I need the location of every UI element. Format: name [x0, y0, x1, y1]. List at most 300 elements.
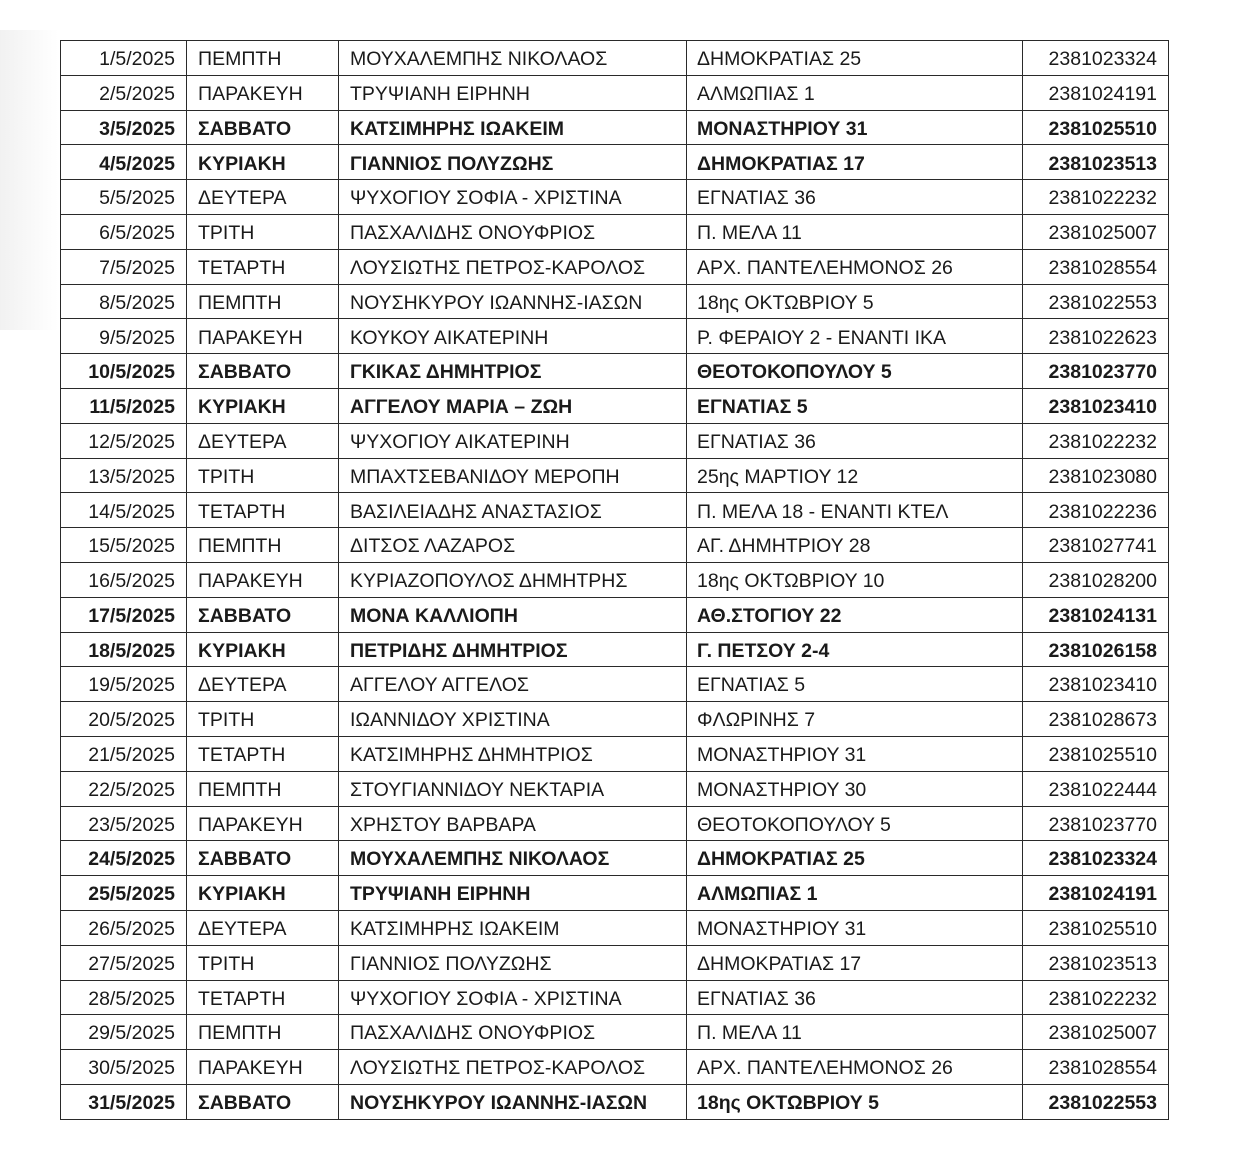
- pharmacist-name-cell-text: ΤΡΥΨΙΑΝΗ ΕΙΡΗΝΗ: [350, 883, 531, 906]
- address-cell: [687, 214, 1023, 249]
- date-cell: [61, 597, 187, 632]
- phone-cell-text: 2381023324: [1048, 48, 1157, 71]
- weekday-cell: [187, 806, 339, 841]
- address-cell: [687, 493, 1023, 528]
- weekday-cell: [187, 458, 339, 493]
- table-row: [61, 354, 1169, 389]
- pharmacist-name-cell: [339, 702, 687, 737]
- date-cell: [61, 354, 187, 389]
- weekday-cell-text: ΤΕΤΑΡΤΗ: [198, 500, 286, 523]
- address-cell: [687, 910, 1023, 945]
- address-cell: [687, 597, 1023, 632]
- pharmacist-name-cell-text: ΚΥΡΙΑΖΟΠΟΥΛΟΣ ΔΗΜΗΤΡΗΣ: [350, 570, 628, 593]
- pharmacist-name-cell: [339, 284, 687, 319]
- pharmacist-name-cell: [339, 632, 687, 667]
- weekday-cell: [187, 736, 339, 771]
- date-cell: [61, 319, 187, 354]
- address-cell-text: 25ης ΜΑΡΤΙΟΥ 12: [697, 465, 859, 488]
- address-cell: [687, 423, 1023, 458]
- weekday-cell-text: ΤΕΤΑΡΤΗ: [198, 987, 286, 1010]
- address-cell-text: 18ης ΟΚΤΩΒΡΙΟΥ 5: [697, 291, 874, 314]
- phone-cell: [1023, 667, 1169, 702]
- address-cell: [687, 145, 1023, 180]
- phone-cell-text: 2381025510: [1048, 117, 1157, 140]
- address-cell-text: Ρ. ΦΕΡΑΙΟΥ 2 - ΕΝΑΝΤΙ ΙΚΑ: [697, 326, 947, 349]
- weekday-cell-text: ΤΕΤΑΡΤΗ: [198, 744, 286, 767]
- table-row: [61, 980, 1169, 1015]
- pharmacist-name-cell-text: ΒΑΣΙΛΕΙΑΔΗΣ ΑΝΑΣΤΑΣΙΟΣ: [350, 500, 602, 523]
- pharmacist-name-cell: [339, 562, 687, 597]
- phone-cell: [1023, 214, 1169, 249]
- phone-cell-text: 2381022623: [1048, 326, 1157, 349]
- table-row: [61, 423, 1169, 458]
- pharmacist-name-cell-text: ΑΓΓΕΛΟΥ ΜΑΡΙΑ – ΖΩΗ: [350, 396, 573, 419]
- address-cell-text: ΘΕΟΤΟΚΟΠΟΥΛΟΥ 5: [697, 813, 891, 836]
- date-cell: [61, 632, 187, 667]
- address-cell: [687, 876, 1023, 911]
- date-cell-text: 19/5/2025: [88, 674, 175, 697]
- phone-cell-text: 2381023410: [1048, 396, 1157, 419]
- weekday-cell: [187, 771, 339, 806]
- date-cell: [61, 736, 187, 771]
- date-cell: [61, 876, 187, 911]
- date-cell-text: 6/5/2025: [99, 222, 175, 245]
- table-row: [61, 702, 1169, 737]
- phone-cell: [1023, 423, 1169, 458]
- pharmacist-name-cell-text: ΜΠΑΧΤΣΕΒΑΝΙΔΟΥ ΜΕΡΟΠΗ: [350, 465, 620, 488]
- address-cell-text: Π. ΜΕΛΑ 11: [697, 1022, 802, 1045]
- pharmacist-name-cell: [339, 528, 687, 563]
- pharmacist-name-cell: [339, 388, 687, 423]
- address-cell: [687, 354, 1023, 389]
- pharmacist-name-cell-text: ΔΙΤΣΟΣ ΛΑΖΑΡΟΣ: [350, 535, 516, 558]
- phone-cell: [1023, 980, 1169, 1015]
- date-cell-text: 13/5/2025: [88, 465, 175, 488]
- phone-cell-text: 2381028554: [1048, 1057, 1157, 1080]
- pharmacist-name-cell-text: ΛΟΥΣΙΩΤΗΣ ΠΕΤΡΟΣ-ΚΑΡΟΛΟΣ: [350, 256, 646, 279]
- weekday-cell: [187, 75, 339, 110]
- table-row: [61, 75, 1169, 110]
- phone-cell-text: 2381023770: [1048, 813, 1157, 836]
- phone-cell: [1023, 180, 1169, 215]
- pharmacist-name-cell: [339, 771, 687, 806]
- date-cell: [61, 249, 187, 284]
- address-cell-text: Γ. ΠΕΤΣΟΥ 2-4: [697, 639, 830, 662]
- date-cell: [61, 41, 187, 76]
- table-row: [61, 180, 1169, 215]
- address-cell-text: ΘΕΟΤΟΚΟΠΟΥΛΟΥ 5: [697, 361, 892, 384]
- table-row: [61, 876, 1169, 911]
- table-row: [61, 284, 1169, 319]
- table-row: [61, 841, 1169, 876]
- address-cell: [687, 806, 1023, 841]
- pharmacist-name-cell: [339, 354, 687, 389]
- phone-cell-text: 2381028673: [1048, 709, 1157, 732]
- table-row: [61, 319, 1169, 354]
- weekday-cell: [187, 319, 339, 354]
- phone-cell-text: 2381024131: [1048, 604, 1157, 627]
- weekday-cell: [187, 1084, 339, 1119]
- phone-cell-text: 2381028200: [1048, 570, 1157, 593]
- date-cell: [61, 667, 187, 702]
- weekday-cell-text: ΤΡΙΤΗ: [198, 222, 255, 245]
- phone-cell: [1023, 945, 1169, 980]
- table-row: [61, 1050, 1169, 1085]
- weekday-cell-text: ΤΡΙΤΗ: [198, 709, 255, 732]
- phone-cell-text: 2381023513: [1048, 952, 1157, 975]
- address-cell-text: 18ης ΟΚΤΩΒΡΙΟΥ 10: [697, 570, 885, 593]
- address-cell-text: ΜΟΝΑΣΤΗΡΙΟΥ 31: [697, 117, 868, 140]
- date-cell: [61, 110, 187, 145]
- date-cell-text: 17/5/2025: [88, 604, 175, 627]
- address-cell: [687, 284, 1023, 319]
- table-row: [61, 562, 1169, 597]
- phone-cell: [1023, 249, 1169, 284]
- date-cell: [61, 528, 187, 563]
- pharmacist-name-cell: [339, 458, 687, 493]
- pharmacist-name-cell-text: ΙΩΑΝΝΙΔΟΥ ΧΡΙΣΤΙΝΑ: [350, 709, 550, 732]
- table-row: [61, 249, 1169, 284]
- phone-cell: [1023, 145, 1169, 180]
- pharmacist-name-cell: [339, 41, 687, 76]
- weekday-cell: [187, 388, 339, 423]
- date-cell-text: 29/5/2025: [88, 1022, 175, 1045]
- date-cell: [61, 945, 187, 980]
- address-cell-text: ΑΛΜΩΠΙΑΣ 1: [697, 883, 818, 906]
- pharmacist-name-cell-text: ΜΟΝΑ ΚΑΛΛΙΟΠΗ: [350, 604, 518, 627]
- weekday-cell: [187, 110, 339, 145]
- scan-edge-shadow: [0, 30, 58, 330]
- address-cell: [687, 1015, 1023, 1050]
- phone-cell: [1023, 388, 1169, 423]
- pharmacist-name-cell: [339, 841, 687, 876]
- phone-cell-text: 2381022553: [1048, 1092, 1157, 1115]
- phone-cell: [1023, 458, 1169, 493]
- pharmacist-name-cell: [339, 75, 687, 110]
- phone-cell: [1023, 1015, 1169, 1050]
- date-cell-text: 10/5/2025: [88, 361, 175, 384]
- phone-cell-text: 2381023770: [1048, 361, 1157, 384]
- phone-cell: [1023, 771, 1169, 806]
- date-cell: [61, 180, 187, 215]
- weekday-cell-text: ΠΕΜΠΤΗ: [198, 48, 282, 71]
- weekday-cell: [187, 249, 339, 284]
- phone-cell-text: 2381025510: [1048, 744, 1157, 767]
- date-cell-text: 31/5/2025: [88, 1092, 175, 1115]
- weekday-cell-text: ΣΑΒΒΑΤΟ: [198, 1092, 292, 1115]
- address-cell: [687, 736, 1023, 771]
- address-cell: [687, 667, 1023, 702]
- weekday-cell-text: ΣΑΒΒΑΤΟ: [198, 604, 292, 627]
- address-cell: [687, 562, 1023, 597]
- date-cell: [61, 910, 187, 945]
- pharmacist-name-cell-text: ΚΑΤΣΙΜΗΡΗΣ ΔΗΜΗΤΡΙΟΣ: [350, 744, 593, 767]
- phone-cell-text: 2381023324: [1048, 848, 1157, 871]
- address-cell: [687, 632, 1023, 667]
- address-cell: [687, 249, 1023, 284]
- address-cell-text: ΔΗΜΟΚΡΑΤΙΑΣ 17: [697, 152, 865, 175]
- phone-cell-text: 2381023080: [1048, 465, 1157, 488]
- address-cell: [687, 41, 1023, 76]
- phone-cell-text: 2381023410: [1048, 674, 1157, 697]
- table-row: [61, 597, 1169, 632]
- pharmacist-name-cell-text: ΓΙΑΝΝΙΟΣ ΠΟΛΥΖΩΗΣ: [350, 952, 552, 975]
- pharmacist-name-cell: [339, 145, 687, 180]
- pharmacist-name-cell: [339, 980, 687, 1015]
- pharmacist-name-cell-text: ΨΥΧΟΓΙΟΥ ΣΟΦΙΑ - ΧΡΙΣΤΙΝΑ: [350, 187, 622, 210]
- date-cell-text: 18/5/2025: [88, 639, 175, 662]
- phone-cell-text: 2381025007: [1048, 222, 1157, 245]
- address-cell-text: ΑΓ. ΔΗΜΗΤΡΙΟΥ 28: [697, 535, 871, 558]
- date-cell: [61, 771, 187, 806]
- date-cell-text: 30/5/2025: [88, 1057, 175, 1080]
- weekday-cell-text: ΚΥΡΙΑΚΗ: [198, 152, 286, 175]
- address-cell: [687, 702, 1023, 737]
- date-cell-text: 3/5/2025: [99, 117, 175, 140]
- date-cell: [61, 1084, 187, 1119]
- phone-cell-text: 2381028554: [1048, 256, 1157, 279]
- date-cell-text: 23/5/2025: [88, 813, 175, 836]
- address-cell-text: Π. ΜΕΛΑ 18 - ΕΝΑΝΤΙ ΚΤΕΛ: [697, 500, 949, 523]
- address-cell-text: ΕΓΝΑΤΙΑΣ 36: [697, 430, 816, 453]
- phone-cell: [1023, 876, 1169, 911]
- phone-cell: [1023, 110, 1169, 145]
- pharmacist-name-cell-text: ΜΟΥΧΑΛΕΜΠΗΣ ΝΙΚΟΛΑΟΣ: [350, 48, 608, 71]
- phone-cell-text: 2381024191: [1048, 883, 1157, 906]
- date-cell: [61, 980, 187, 1015]
- date-cell: [61, 1015, 187, 1050]
- weekday-cell: [187, 423, 339, 458]
- date-cell-text: 27/5/2025: [88, 952, 175, 975]
- date-cell: [61, 214, 187, 249]
- weekday-cell-text: ΚΥΡΙΑΚΗ: [198, 639, 286, 662]
- pharmacist-name-cell-text: ΠΕΤΡΙΔΗΣ ΔΗΜΗΤΡΙΟΣ: [350, 639, 568, 662]
- address-cell: [687, 319, 1023, 354]
- phone-cell-text: 2381027741: [1048, 535, 1157, 558]
- pharmacist-name-cell-text: ΠΑΣΧΑΛΙΔΗΣ ΟΝΟΥΦΡΙΟΣ: [350, 1022, 596, 1045]
- date-cell-text: 25/5/2025: [88, 883, 175, 906]
- pharmacist-name-cell: [339, 1084, 687, 1119]
- weekday-cell-text: ΠΕΜΠΤΗ: [198, 778, 282, 801]
- date-cell-text: 16/5/2025: [88, 570, 175, 593]
- phone-cell-text: 2381025510: [1048, 918, 1157, 941]
- address-cell-text: ΕΓΝΑΤΙΑΣ 36: [697, 987, 816, 1010]
- phone-cell: [1023, 562, 1169, 597]
- table-row: [61, 910, 1169, 945]
- pharmacist-name-cell: [339, 876, 687, 911]
- weekday-cell: [187, 180, 339, 215]
- phone-cell: [1023, 632, 1169, 667]
- address-cell-text: ΦΛΩΡΙΝΗΣ 7: [697, 709, 816, 732]
- weekday-cell-text: ΠΑΡΑΚΕΥΗ: [198, 1057, 303, 1080]
- address-cell: [687, 180, 1023, 215]
- weekday-cell-text: ΔΕΥΤΕΡΑ: [198, 187, 287, 210]
- weekday-cell: [187, 910, 339, 945]
- pharmacist-name-cell: [339, 319, 687, 354]
- weekday-cell: [187, 597, 339, 632]
- address-cell-text: ΜΟΝΑΣΤΗΡΙΟΥ 30: [697, 778, 867, 801]
- table-row: [61, 1015, 1169, 1050]
- pharmacist-name-cell: [339, 597, 687, 632]
- table-row: [61, 528, 1169, 563]
- phone-cell-text: 2381022232: [1048, 187, 1157, 210]
- table-row: [61, 632, 1169, 667]
- pharmacist-name-cell-text: ΚΑΤΣΙΜΗΡΗΣ ΙΩΑΚΕΙΜ: [350, 117, 564, 140]
- address-cell-text: ΜΟΝΑΣΤΗΡΙΟΥ 31: [697, 918, 867, 941]
- phone-cell: [1023, 1050, 1169, 1085]
- phone-cell: [1023, 284, 1169, 319]
- phone-cell-text: 2381024191: [1048, 82, 1157, 105]
- address-cell-text: ΑΡΧ. ΠΑΝΤΕΛΕΗΜΟΝΟΣ 26: [697, 256, 953, 279]
- phone-cell: [1023, 597, 1169, 632]
- table-row: [61, 145, 1169, 180]
- pharmacist-name-cell: [339, 806, 687, 841]
- address-cell: [687, 458, 1023, 493]
- date-cell: [61, 423, 187, 458]
- weekday-cell-text: ΤΡΙΤΗ: [198, 952, 255, 975]
- weekday-cell-text: ΠΕΜΠΤΗ: [198, 291, 282, 314]
- weekday-cell-text: ΣΑΒΒΑΤΟ: [198, 117, 292, 140]
- pharmacist-name-cell-text: ΓΙΑΝΝΙΟΣ ΠΟΛΥΖΩΗΣ: [350, 152, 554, 175]
- table-row: [61, 945, 1169, 980]
- pharmacist-name-cell-text: ΣΤΟΥΓΙΑΝΝΙΔΟΥ ΝΕΚΤΑΡΙΑ: [350, 778, 605, 801]
- weekday-cell: [187, 980, 339, 1015]
- date-cell: [61, 145, 187, 180]
- weekday-cell-text: ΣΑΒΒΑΤΟ: [198, 848, 292, 871]
- address-cell: [687, 110, 1023, 145]
- weekday-cell: [187, 841, 339, 876]
- table-row: [61, 493, 1169, 528]
- pharmacist-name-cell: [339, 249, 687, 284]
- weekday-cell: [187, 145, 339, 180]
- address-cell: [687, 75, 1023, 110]
- table-row: [61, 806, 1169, 841]
- pharmacist-name-cell-text: ΚΑΤΣΙΜΗΡΗΣ ΙΩΑΚΕΙΜ: [350, 918, 560, 941]
- pharmacist-name-cell: [339, 214, 687, 249]
- pharmacist-name-cell: [339, 945, 687, 980]
- weekday-cell-text: ΤΡΙΤΗ: [198, 465, 255, 488]
- phone-cell-text: 2381022553: [1048, 291, 1157, 314]
- address-cell: [687, 1084, 1023, 1119]
- weekday-cell: [187, 1050, 339, 1085]
- pharmacist-name-cell-text: ΠΑΣΧΑΛΙΔΗΣ ΟΝΟΥΦΡΙΟΣ: [350, 222, 596, 245]
- weekday-cell: [187, 284, 339, 319]
- weekday-cell: [187, 945, 339, 980]
- pharmacist-name-cell-text: ΨΥΧΟΓΙΟΥ ΑΙΚΑΤΕΡΙΝΗ: [350, 430, 570, 453]
- address-cell-text: ΕΓΝΑΤΙΑΣ 36: [697, 187, 816, 210]
- date-cell-text: 15/5/2025: [88, 535, 175, 558]
- phone-cell: [1023, 319, 1169, 354]
- address-cell: [687, 841, 1023, 876]
- phone-cell-text: 2381022444: [1048, 778, 1157, 801]
- pharmacist-name-cell: [339, 493, 687, 528]
- phone-cell: [1023, 41, 1169, 76]
- weekday-cell-text: ΔΕΥΤΕΡΑ: [198, 918, 287, 941]
- address-cell-text: ΑΘ.ΣΤΟΓΙΟΥ 22: [697, 604, 842, 627]
- weekday-cell-text: ΠΑΡΑΚΕΥΗ: [198, 570, 303, 593]
- weekday-cell: [187, 632, 339, 667]
- pharmacist-name-cell-text: ΛΟΥΣΙΩΤΗΣ ΠΕΤΡΟΣ-ΚΑΡΟΛΟΣ: [350, 1057, 646, 1080]
- date-cell-text: 24/5/2025: [88, 848, 175, 871]
- weekday-cell: [187, 214, 339, 249]
- phone-cell: [1023, 354, 1169, 389]
- phone-cell: [1023, 528, 1169, 563]
- table-row: [61, 41, 1169, 76]
- weekday-cell-text: ΤΕΤΑΡΤΗ: [198, 256, 286, 279]
- weekday-cell-text: ΠΑΡΑΚΕΥΗ: [198, 326, 303, 349]
- phone-cell-text: 2381023513: [1048, 152, 1157, 175]
- weekday-cell-text: ΚΥΡΙΑΚΗ: [198, 396, 286, 419]
- date-cell: [61, 702, 187, 737]
- weekday-cell-text: ΔΕΥΤΕΡΑ: [198, 674, 287, 697]
- pharmacist-name-cell: [339, 910, 687, 945]
- phone-cell-text: 2381022232: [1048, 430, 1157, 453]
- pharmacist-name-cell: [339, 1050, 687, 1085]
- address-cell: [687, 980, 1023, 1015]
- pharmacist-name-cell-text: ΓΚΙΚΑΣ ΔΗΜΗΤΡΙΟΣ: [350, 361, 542, 384]
- address-cell: [687, 528, 1023, 563]
- date-cell-text: 2/5/2025: [99, 82, 175, 105]
- address-cell-text: ΔΗΜΟΚΡΑΤΙΑΣ 25: [697, 848, 865, 871]
- phone-cell: [1023, 702, 1169, 737]
- address-cell-text: ΑΛΜΩΠΙΑΣ 1: [697, 82, 815, 105]
- date-cell-text: 11/5/2025: [89, 396, 175, 419]
- address-cell-text: ΕΓΝΑΤΙΑΣ 5: [697, 396, 808, 419]
- pharmacist-name-cell: [339, 736, 687, 771]
- date-cell: [61, 1050, 187, 1085]
- weekday-cell-text: ΠΕΜΠΤΗ: [198, 535, 282, 558]
- weekday-cell-text: ΠΑΡΑΚΕΥΗ: [198, 82, 303, 105]
- weekday-cell-text: ΣΑΒΒΑΤΟ: [198, 361, 292, 384]
- phone-cell: [1023, 910, 1169, 945]
- table-row: [61, 458, 1169, 493]
- date-cell: [61, 493, 187, 528]
- pharmacist-name-cell: [339, 180, 687, 215]
- pharmacist-name-cell-text: ΝΟΥΣΗΚΥΡΟΥ ΙΩΑΝΝΗΣ-ΙΑΣΩΝ: [350, 1092, 648, 1115]
- date-cell-text: 20/5/2025: [88, 709, 175, 732]
- address-cell-text: ΔΗΜΟΚΡΑΤΙΑΣ 17: [697, 952, 862, 975]
- pharmacist-name-cell-text: ΚΟΥΚΟΥ ΑΙΚΑΤΕΡΙΝΗ: [350, 326, 549, 349]
- phone-cell-text: 2381022232: [1048, 987, 1157, 1010]
- phone-cell: [1023, 75, 1169, 110]
- address-cell-text: ΔΗΜΟΚΡΑΤΙΑΣ 25: [697, 48, 862, 71]
- weekday-cell: [187, 562, 339, 597]
- address-cell: [687, 945, 1023, 980]
- weekday-cell-text: ΠΕΜΠΤΗ: [198, 1022, 282, 1045]
- date-cell: [61, 75, 187, 110]
- pharmacist-name-cell: [339, 667, 687, 702]
- date-cell-text: 7/5/2025: [99, 256, 175, 279]
- pharmacist-name-cell-text: ΑΓΓΕΛΟΥ ΑΓΓΕΛΟΣ: [350, 674, 529, 697]
- date-cell: [61, 284, 187, 319]
- table-row: [61, 1084, 1169, 1119]
- pharmacist-name-cell: [339, 110, 687, 145]
- address-cell: [687, 771, 1023, 806]
- date-cell-text: 14/5/2025: [88, 500, 175, 523]
- weekday-cell: [187, 528, 339, 563]
- phone-cell: [1023, 493, 1169, 528]
- weekday-cell: [187, 354, 339, 389]
- weekday-cell: [187, 667, 339, 702]
- address-cell-text: ΑΡΧ. ΠΑΝΤΕΛΕΗΜΟΝΟΣ 26: [697, 1057, 953, 1080]
- date-cell-text: 4/5/2025: [99, 152, 175, 175]
- schedule-body: [61, 41, 1169, 1120]
- date-cell-text: 28/5/2025: [88, 987, 175, 1010]
- pharmacist-name-cell: [339, 1015, 687, 1050]
- pharmacist-name-cell-text: ΤΡΥΨΙΑΝΗ ΕΙΡΗΝΗ: [350, 82, 530, 105]
- address-cell: [687, 1050, 1023, 1085]
- pharmacist-name-cell: [339, 423, 687, 458]
